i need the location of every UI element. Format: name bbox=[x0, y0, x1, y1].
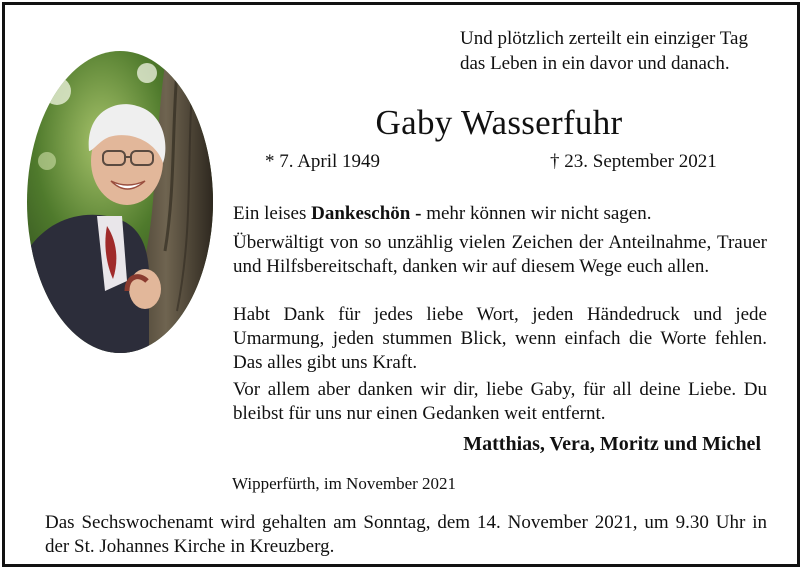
portrait-image bbox=[27, 51, 213, 353]
thanks-paragraph-3: Habt Dank für jedes liebe Wort, jeden Händedruck und jede Umarmung, jeden stummen Blick, wenn einfach die Worte fehlen. Das alles gibt uns Kraft. bbox=[233, 304, 767, 373]
thanks-paragraph-2: Überwältigt von so unzählig vielen Zeichen der Anteilnahme, Trauer und Hilfsbereitschaft, danken wir auf diesem Wege euch allen. bbox=[233, 232, 767, 277]
thanks-paragraph-1 bbox=[233, 202, 767, 226]
quote-line-1: Und plötzlich zerteilt ein einziger Tag bbox=[460, 28, 748, 49]
death-date: † 23. September 2021 bbox=[550, 151, 717, 172]
birth-date: * 7. April 1949 bbox=[265, 151, 381, 172]
thanks-lead-text: Ein leises bbox=[233, 203, 312, 224]
quote-line-2: das Leben in ein davor und danach. bbox=[460, 53, 730, 74]
thanks-trail-text: mehr können wir nicht sagen. bbox=[421, 203, 652, 224]
service-notice: Das Sechswochenamt wird gehalten am Sonntag, dem 14. November 2021, um 9.30 Uhr in der St. Johannes Kirche in Kreuzberg. bbox=[45, 512, 767, 557]
deceased-name: Gaby Wasserfuhr bbox=[375, 103, 623, 142]
thanks-bold-text: Dankeschön - bbox=[311, 203, 422, 224]
portrait-photo bbox=[27, 51, 213, 353]
signature: Matthias, Vera, Moritz und Michel bbox=[463, 433, 761, 455]
thanks-paragraph-4: Vor allem aber danken wir dir, liebe Gaby, für all deine Liebe. Du bleibst für uns nur einen Gedanken weit entfernt. bbox=[233, 379, 767, 424]
obituary-frame bbox=[2, 2, 800, 567]
place-date: Wipperfürth, im November 2021 bbox=[232, 474, 457, 493]
